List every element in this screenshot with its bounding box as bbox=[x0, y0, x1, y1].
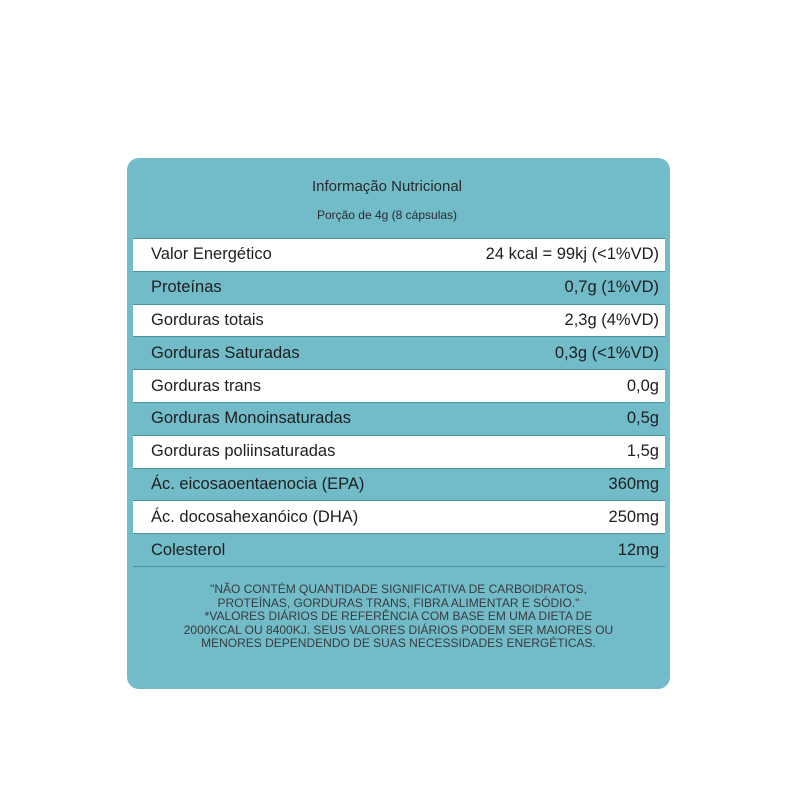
nutrient-name: Gorduras totais bbox=[151, 310, 264, 329]
nutrient-value: 12mg bbox=[617, 540, 659, 559]
nutrient-name: Proteínas bbox=[151, 278, 222, 297]
nutrient-name: Gorduras Saturadas bbox=[151, 343, 300, 362]
serving-size: Porção de 4g (8 cápsulas) bbox=[316, 208, 458, 222]
table-row bbox=[133, 272, 665, 305]
nutrient-value: 0,5g bbox=[626, 409, 659, 428]
nutrition-table bbox=[133, 238, 665, 567]
nutrient-value: 1,5g bbox=[626, 442, 659, 461]
nutrition-title: Informação Nutricional bbox=[311, 178, 463, 195]
nutrient-value: 250mg bbox=[608, 507, 659, 526]
table-row bbox=[133, 469, 665, 502]
nutrient-name: Valor Energético bbox=[151, 245, 272, 264]
nutrient-name: Colesterol bbox=[151, 540, 226, 559]
nutrient-name: Ác. docosahexanóico (DHA) bbox=[151, 507, 359, 526]
nutrient-value: 0,7g (1%VD) bbox=[564, 278, 659, 297]
table-row bbox=[133, 337, 665, 370]
table-row bbox=[133, 239, 665, 272]
table-row bbox=[133, 501, 665, 534]
nutrient-value: 24 kcal = 99kj (<1%VD) bbox=[485, 245, 659, 264]
nutrient-name: Gorduras Monoinsaturadas bbox=[151, 409, 351, 428]
footnote-line: *VALORES DIÁRIOS DE REFERÊNCIA COM BASE EM UMA DIETA DE bbox=[204, 609, 593, 623]
footnotes bbox=[147, 583, 650, 651]
nutrient-name: Ác. eicosaoentaenocia (EPA) bbox=[151, 474, 365, 493]
footnote-line: "NÃO CONTÉM QUANTIDADE SIGNIFICATIVA DE CARBOIDRATOS, bbox=[210, 582, 587, 596]
nutrient-name: Gorduras poliinsaturadas bbox=[151, 442, 336, 461]
table-row bbox=[133, 534, 665, 567]
nutrient-name: Gorduras trans bbox=[151, 376, 262, 395]
nutrient-value: 2,3g (4%VD) bbox=[564, 310, 659, 329]
footnote-line: 2000KCAL OU 8400KJ. SEUS VALORES DIÁRIOS PODEM SER MAIORES OU bbox=[183, 622, 614, 637]
nutrient-value: 0,3g (<1%VD) bbox=[554, 343, 659, 362]
footnote-line: MENORES DEPENDENDO DE SUAS NECESSIDADES ENERGÉTICAS. bbox=[201, 636, 596, 650]
nutrient-value: 0,0g bbox=[626, 376, 659, 395]
table-row bbox=[133, 403, 665, 436]
table-row bbox=[133, 370, 665, 403]
footnote-line: PROTEÍNAS, GORDURAS TRANS, FIBRA ALIMENTAR E SÓDIO." bbox=[217, 595, 580, 610]
nutrient-value: 360mg bbox=[608, 474, 659, 493]
table-row bbox=[133, 436, 665, 469]
nutrition-facts-panel bbox=[127, 158, 670, 689]
table-row bbox=[133, 305, 665, 338]
